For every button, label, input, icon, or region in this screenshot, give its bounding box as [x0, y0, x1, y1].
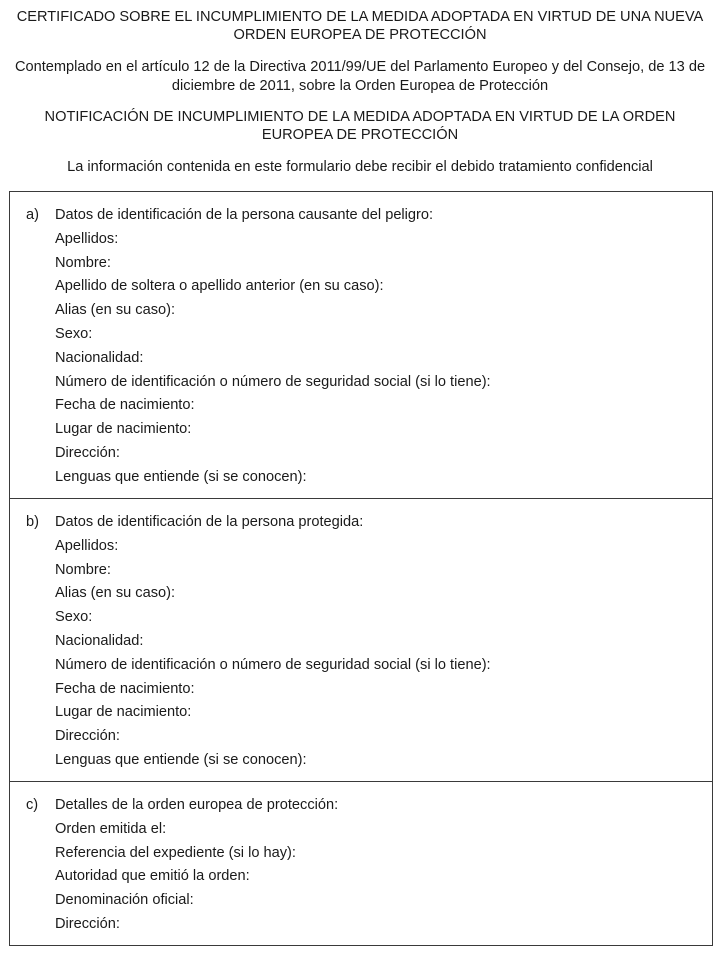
section-title: Detalles de la orden europea de protección:: [55, 797, 339, 813]
field-nationality: Nacionalidad:: [55, 632, 144, 649]
field-alias: Alias (en su caso):: [55, 585, 176, 602]
section-title: Datos de identificación de la persona causante del peligro:: [55, 207, 434, 223]
field-birth-date: Fecha de nacimiento:: [55, 680, 195, 697]
field-languages: Lenguas que entiende (si se conocen):: [55, 468, 307, 485]
field-id-number: Número de identificación o número de seguridad social (si lo tiene):: [55, 373, 491, 390]
section-letter: b): [26, 514, 39, 530]
field-name: Nombre:: [55, 254, 111, 271]
field-maiden-name: Apellido de soltera o apellido anterior (en su caso):: [55, 278, 384, 295]
field-nationality: Nacionalidad:: [55, 349, 144, 366]
field-surname: Apellidos:: [55, 230, 119, 247]
field-order-issued-on: Orden emitida el:: [55, 820, 167, 837]
field-birth-place: Lugar de nacimiento:: [55, 704, 192, 721]
field-surname: Apellidos:: [55, 537, 119, 554]
field-sex: Sexo:: [55, 325, 93, 342]
field-id-number: Número de identificación o número de seguridad social (si lo tiene):: [55, 656, 491, 673]
field-address: Dirección:: [55, 444, 120, 461]
field-birth-place: Lugar de nacimiento:: [55, 421, 192, 438]
field-official-name: Denominación oficial:: [55, 892, 194, 909]
field-case-reference: Referencia del expediente (si lo hay):: [55, 844, 296, 861]
certificate-title: CERTIFICADO SOBRE EL INCUMPLIMIENTO DE LA MEDIDA ADOPTADA EN VIRTUD DE UNA NUEVA ORDEN EUROPEA DE PROTECCIÓN: [16, 9, 704, 44]
form-box: [9, 191, 713, 946]
field-alias: Alias (en su caso):: [55, 302, 176, 319]
section-heading: [10, 206, 712, 230]
section-heading: [10, 513, 712, 537]
notification-title: NOTIFICACIÓN DE INCUMPLIMIENTO DE LA MEDIDA ADOPTADA EN VIRTUD DE LA ORDEN EUROPEA DE PROTECCIÓN: [44, 108, 676, 144]
field-sex: Sexo:: [55, 609, 93, 626]
section-heading: [10, 796, 712, 820]
section-title: Datos de identificación de la persona protegida:: [55, 514, 364, 530]
section-a-offender: [10, 192, 712, 499]
document-header: [8, 8, 712, 177]
section-letter: a): [26, 207, 39, 223]
field-languages: Lenguas que entiende (si se conocen):: [55, 751, 307, 768]
section-b-protected-person: [10, 499, 712, 782]
section-letter: c): [26, 797, 39, 813]
field-birth-date: Fecha de nacimiento:: [55, 397, 195, 414]
field-address: Dirección:: [55, 728, 120, 745]
confidentiality-notice: La información contenida en este formulario debe recibir el debido tratamiento confidencial: [67, 159, 653, 176]
field-issuing-authority: Autoridad que emitió la orden:: [55, 868, 250, 885]
field-address: Dirección:: [55, 915, 120, 932]
field-name: Nombre:: [55, 561, 111, 578]
directive-reference: Contemplado en el artículo 12 de la Directiva 2011/99/UE del Parlamento Europeo y del Consejo, de 13 de diciembre de 2011, sobre la Orden Europea de Protección: [14, 59, 706, 94]
section-c-order-details: [10, 782, 712, 945]
